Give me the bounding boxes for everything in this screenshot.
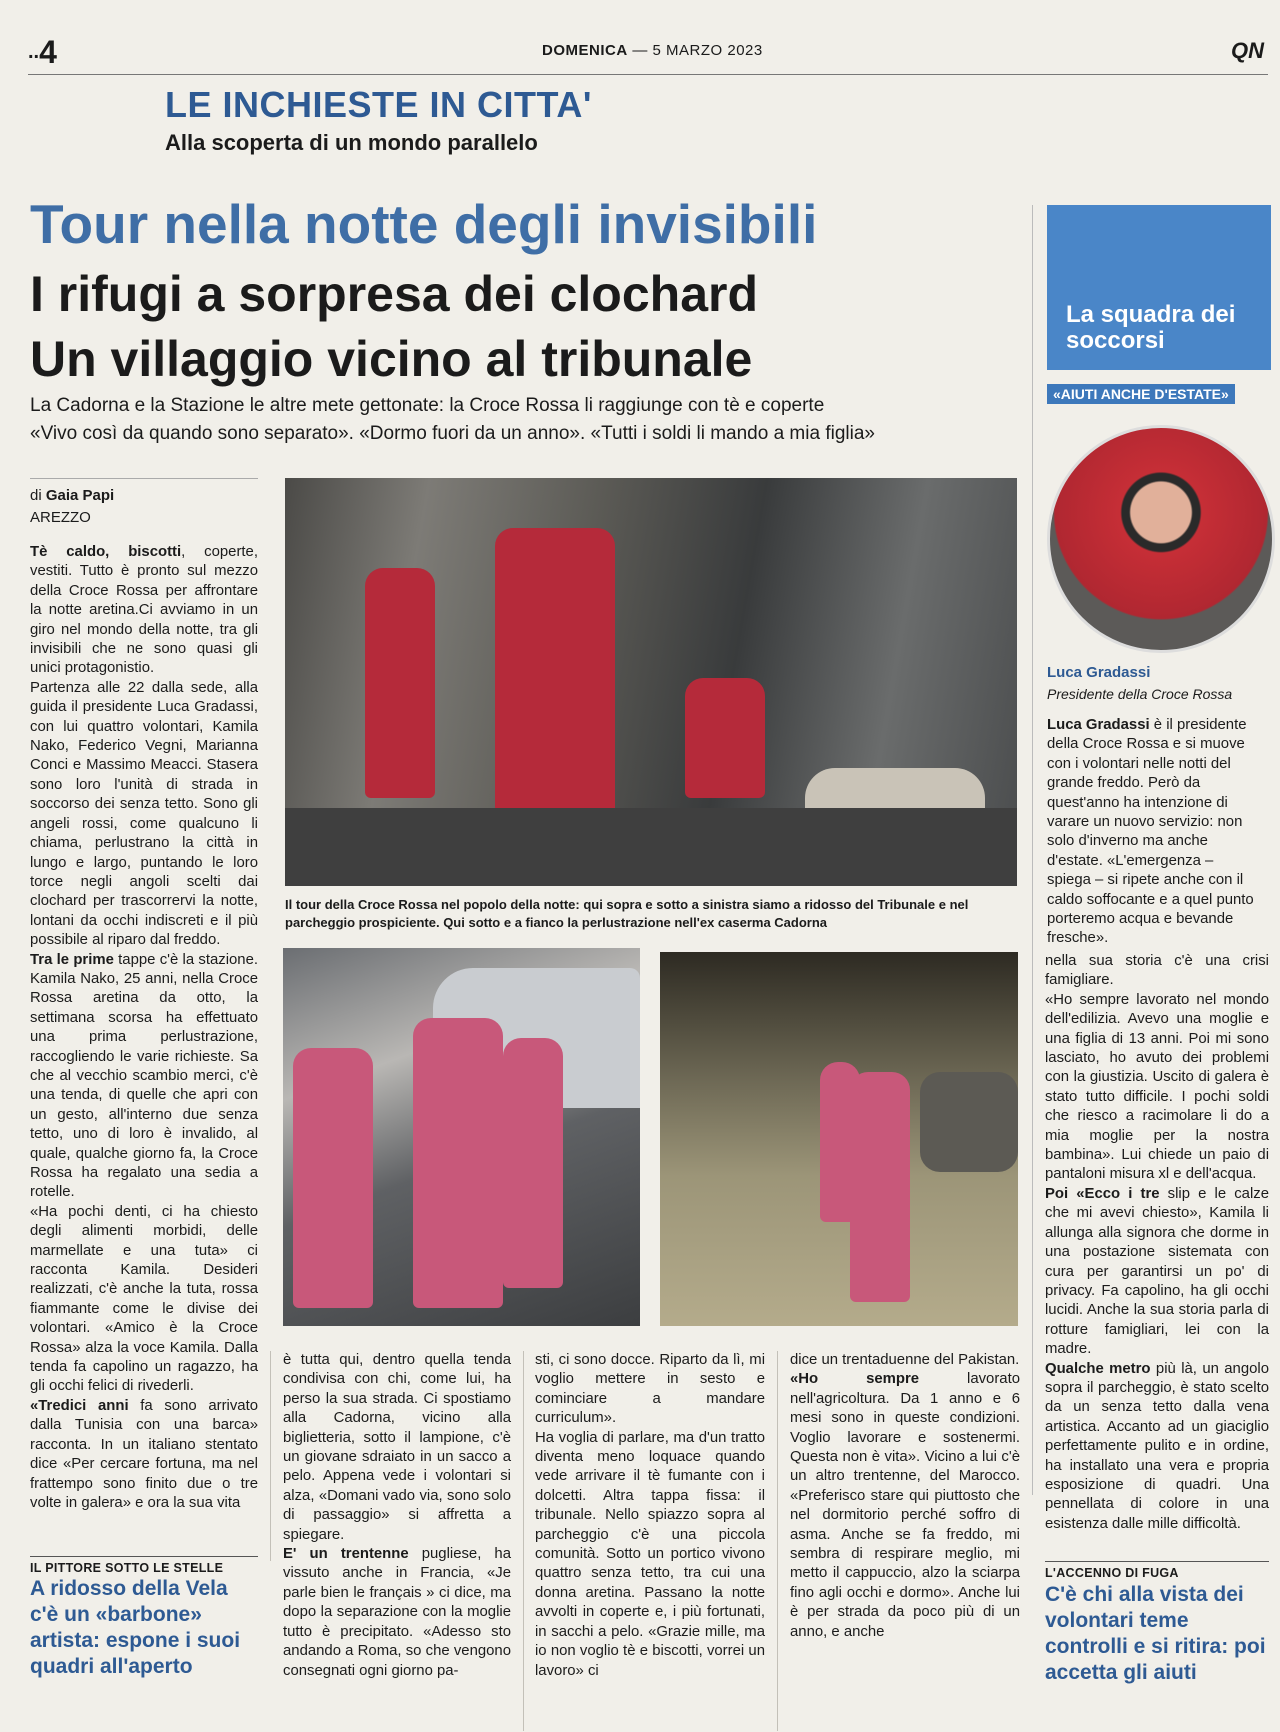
page-header [28,30,1268,75]
headline-line-3: Un villaggio vicino al tribunale [30,331,753,387]
location: AREZZO [30,509,91,526]
article-column-5 [1045,952,1269,1534]
box-title-fuga: C'è chi alla vista dei volontari teme controlli e si ritira: poi accetta gli aiuti [1045,1583,1266,1684]
article-column-2 [283,1351,511,1681]
article-column-1 [30,543,258,1513]
sidebar-tag: «AIUTI ANCHE D'ESTATE» [1047,384,1235,404]
paragraph: «Tredici anni fa sono arrivato dalla Tunisia con una barca» racconta. In un italiano stentato dice «Per cercare fortuna, ma nel frattempo sono finito due o tre volte in galera» e ora la sua vita [30,1397,258,1511]
section-subtitle: Alla scoperta di un mondo parallelo [165,130,538,155]
paragraph: sti, ci sono docce. Riparto da lì, mi voglio mettere in sesto e cominciare a mandare curriculum». [535,1352,765,1427]
paragraph: «Ha pochi denti, ci ha chiesto degli alimenti morbidi, delle marmellate e una tuta» ci racconta Kamila. Desideri realizzati, c'è anche la tuta, rossa fiammante come le divise dei volontari. «Amico è la Croce Rossa» alza la voce Kamila. Dalla tenda fa capolino un ragazzo, ha gli occhi felici di rivederli. [30,1203,258,1395]
brand-logo: QN [1231,38,1264,63]
person-name: Luca Gradassi [1047,664,1151,681]
portrait-photo [1047,425,1275,653]
paragraph: «Ho sempre lavorato nel mondo dell'edilizia. Avevo una moglie e una figlia di 13 anni. Poi mi sono lasciato, ho avuto dei problemi con la giustizia. Uscito di galera è stato tutto difficile. I pochi soldi che riesco a racimolare li do a mia moglie per la nostra bambina». Lui chiede un paio di pantaloni misura xl e dell'acqua. [1045,991,1269,1183]
headline-line-2: I rifugi a sorpresa dei clochard [30,266,759,322]
paragraph: Ha voglia di parlare, ma d'un tratto diventa meno loquace quando vede arrivare il tè fumante con i dolcetti. Altra tappa fissa: il tribunale. Nello spiazzo sopra al parcheggio c'è una piccola comunità. Sotto un portico vivono quattro senza tetto, tra cui una donna aretina. Passano la notte avvolti in coperte e, i più fortunati, in sacchi a pelo. «Grazie mille, ma io non voglio tè e biscotti, vorrei un lavoro» ci [535,1429,765,1679]
box-kicker-fuga: L'ACCENNO DI FUGA [1045,1561,1269,1580]
box-kicker-pittore: IL PITTORE SOTTO LE STELLE [30,1556,258,1575]
paragraph: è tutta qui, dentro quella tenda condivisa con chi, come lui, ha perso la sua strada. Ci spostiamo alla Cadorna, vicino alla biglietteria, sotto il lampione, c'è un giovane sdraiato in un sacco a pelo. Appena vede i volontari si alza, «Domani vado via, sono solo di passaggio» si affretta a spiegare. [283,1352,511,1543]
headline-sub [30,262,758,392]
page-number: ..4 [28,34,57,71]
paragraph: Tè caldo, biscotti, coperte, vestiti. Tutto è pronto sul mezzo della Croce Rossa per affrontare la notte aretina.Ci avviamo in un giro nel mondo della notte, tra gli invisibili che ne sono quasi gli unici protagonistio. [30,544,258,677]
sidebar-text: Luca Gradassi è il presidente della Croce Rossa e si muove con i volontari nelle notti del grande freddo. Però da quest'anno ha intenzione di varare un nuovo servizio: non solo d'inverno ma anche d'estate. «L'emergenza – spiega – si ripete anche con il caldo soffocante e a quel punto porteremo acqua e bevande fresche». [1047,717,1254,947]
photo-tribunale [285,478,1017,886]
dateline: DOMENICA — 5 MARZO 2023 [542,42,763,59]
headline-main: Tour nella notte degli invisibili [30,193,818,255]
article-column-4 [790,1351,1020,1642]
paragraph: Poi «Ecco i tre slip e le calze che mi avevi chiesto», Kamila li allunga alla signora che dorme in una postazione sistemata con cura per garantirsi un po' di privacy. Fa capolino, ha gli occhi lucidi. Anche la sua storia parla di rotture famigliari, lei con la madre. [1045,1185,1269,1358]
section-kicker: LE INCHIESTE IN CITTA' [165,84,592,125]
paragraph: Partenza alle 22 dalla sede, alla guida il presidente Luca Gradassi, con lui quattro volontari, Kamila Nako, Federico Vegni, Marianna Conci e Massimo Meacci. Stasera sono loro l'unità di strada in soccorso dei senza tetto. Sono gli angeli rossi, come qualcuno li chiama, perlustrano la città in lungo e largo, puntando le loro torce negli angoli scelti dai clochard per trascorrervi la notte, lontani da occhi indiscreti e il più possibile al riparo dal freddo. [30,679,258,949]
author: di Gaia Papi [30,487,115,504]
paragraph: Tra le prime tappe c'è la stazione. Kamila Nako, 25 anni, nella Croce Rossa aretina da otto, la settimana scorsa ha effettuato una prima perlustrazione, raccogliendo le varie richieste. Sa che al vecchio scambio merci, c'è una tenda, di quelle che apri con un gesto, all'interno due senza tetto, uno di loro è invalido, al quale, qualche giorno fa, la Croce Rossa ha regalato una sedia a rotelle. [30,951,258,1201]
paragraph: dice un trentaduenne del Pakistan. [790,1352,1020,1368]
column-divider [777,1351,778,1731]
summary-line-1: La Cadorna e la Stazione le altre mete gettonate: la Croce Rossa li raggiunge con tè e coperte [30,395,825,416]
photo-caption [285,896,985,932]
paragraph: «Ho sempre lavorato nell'agricoltura. Da 1 anno e 6 mesi sono in queste condizioni. Voglio lavorare e sostenermi. Questa non è vita». Vicino a lui c'è un altro trentenne, del Marocco. «Preferisco stare qui piuttosto che nel dormitorio perché soffro di asma. Anche se fa freddo, mi sembra di respirare meglio, mi metto il cappuccio, alzo la sciarpa fino agli occhi e dormo». Anche lui è per strada da poco più di un anno, e anche [790,1371,1020,1640]
summary-line-2: «Vivo così da quando sono separato». «Dormo fuori da un anno». «Tutti i soldi li mando a mia figlia» [30,423,875,444]
photo-cadorna [660,952,1018,1326]
person-role: Presidente della Croce Rossa [1047,686,1233,702]
column-divider [523,1351,524,1731]
photo-parcheggio [283,948,640,1326]
caption-line-1: Il tour della Croce Rossa nel popolo della notte: qui sopra e sotto a sinistra siamo a ridosso del Tribunale e nel [285,897,969,912]
paragraph: nella sua storia c'è una crisi famigliare. [1045,953,1269,989]
column-divider [270,1351,271,1561]
paragraph: E' un trentenne pugliese, ha vissuto anche in Francia, «Je parle bien le français » ci dice, ma dopo la separazione con la moglie tutto è precipitato. «Adesso sto andando a Roma, so che vengono consegnati ogni giorno pa- [283,1546,511,1679]
sidebar-title: La squadra dei soccorsi [1066,301,1236,354]
byline [30,478,258,529]
box-title-pittore: A ridosso della Vela c'è un «barbone» artista: espone i suoi quadri all'aperto [30,1577,241,1678]
paragraph: Qualche metro più là, un angolo sopra il parcheggio, è stato scelto da un senza tetto dalla vena artistica. Accanto ad un giaciglio perfettamente pulito e in ordine, ha installato una vera e propria esposizione di quadri. Una pennellata di colore in una esistenza dalle mille difficoltà. [1045,1360,1269,1532]
caption-line-2: parcheggio prospiciente. Qui sotto e a fianco la perlustrazione nell'ex caserma Cadorna [285,915,828,930]
article-summary [30,392,930,448]
sidebar-divider [1032,205,1033,1495]
article-column-3 [535,1351,765,1681]
